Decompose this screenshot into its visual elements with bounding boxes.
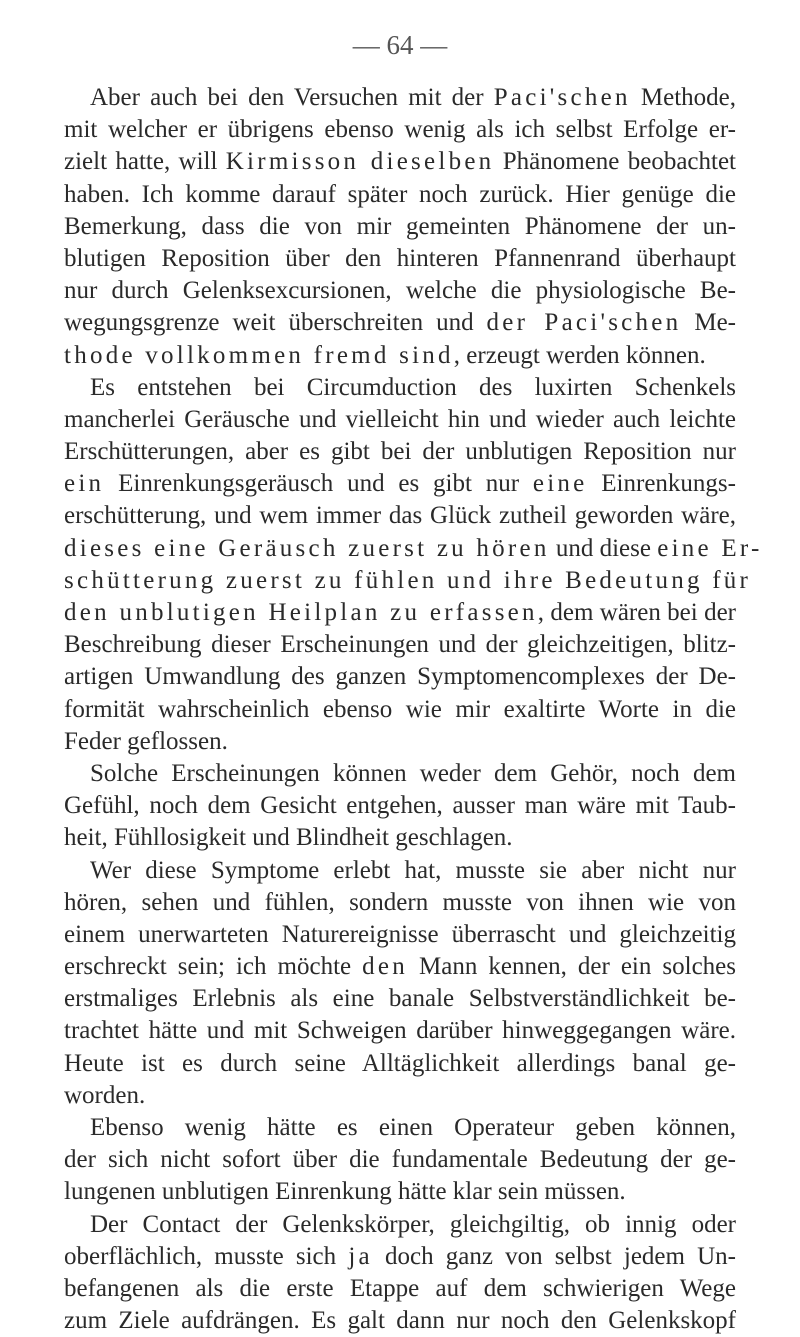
text-segment: mancherlei Geräusche und vielleicht hin und wieder auch leichte: [64, 405, 736, 433]
text-segment: trachtet hätte und mit Schweigen darüber hinweggegangen wäre.: [64, 1017, 736, 1045]
text-segment: zum Ziele aufdrängen. Es galt dann nur noch den Gelenkskopf: [64, 1307, 736, 1335]
paragraph: [64, 82, 736, 372]
text-segment: artigen Umwandlung des ganzen Symptomencomplexes der De-: [64, 663, 736, 691]
text-segment: lungenen unblutigen Einrenkung hätte klar sein müssen.: [64, 1178, 626, 1206]
emphasized-text: ein: [64, 470, 105, 498]
text-segment: oberflächlich, musste sich: [64, 1242, 349, 1270]
emphasized-text: schütterung zuerst zu fühlen und ihre Bedeutung für: [64, 566, 752, 594]
text-line: [64, 275, 736, 307]
text-line: [64, 983, 736, 1015]
text-segment: der sich nicht sofort über die fundamentale Bedeutung der ge-: [64, 1146, 736, 1174]
text-line: [64, 1080, 736, 1112]
emphasized-text: eine: [532, 470, 588, 498]
text-line: [64, 661, 736, 693]
text-line: [64, 597, 736, 629]
text-line: [64, 1048, 736, 1080]
text-line: [64, 1112, 736, 1144]
text-segment: Heute ist es durch seine Alltäglichkeit allerdings banal ge-: [64, 1049, 736, 1077]
text-line: [64, 951, 736, 983]
paragraph: [64, 855, 736, 1113]
text-segment: blutigen Reposition über den hinteren Pfannenrand überhaupt: [64, 244, 736, 272]
text-segment: heit, Fühllosigkeit und Blindheit geschlagen.: [64, 824, 513, 852]
text-line: [64, 404, 736, 436]
text-segment: Phänomene beobachtet: [494, 148, 736, 176]
emphasized-text: Kirmisson dieselben: [225, 148, 495, 176]
text-line: [64, 179, 736, 211]
text-line: [64, 114, 736, 146]
paragraph: [64, 1112, 736, 1209]
text-line: [64, 82, 736, 114]
text-segment: Erschütterungen, aber es gibt bei der unblutigen Reposition nur: [64, 438, 736, 466]
text-segment: doch ganz von selbst jedem Un-: [372, 1242, 736, 1270]
text-segment: Der Contact der Gelenkskörper, gleichgiltig, ob innig oder: [90, 1210, 736, 1238]
text-line: [64, 1241, 736, 1273]
text-line: [64, 436, 736, 468]
text-segment: , erzeugt werden können.: [453, 341, 706, 369]
text-line: [64, 211, 736, 243]
text-line: [64, 243, 736, 275]
text-line: [64, 146, 736, 178]
text-line: [64, 855, 736, 887]
text-segment: erschütterung, und wem immer das Glück zutheil geworden wäre,: [64, 502, 736, 530]
text-line: [64, 1144, 736, 1176]
text-segment: Ebenso wenig hätte es einen Operateur geben können,: [90, 1114, 736, 1141]
text-line: [64, 629, 736, 661]
emphasized-text: ja: [348, 1242, 373, 1270]
text-segment: haben. Ich komme darauf später noch zurück. Hier genüge die: [64, 180, 736, 208]
text-segment: Einrenkungsgeräusch und es gibt nur: [104, 470, 533, 498]
text-segment: wegungsgrenze weit überschreiten und: [64, 309, 487, 337]
text-segment: Einrenkungs-: [587, 470, 736, 498]
emphasized-text: den: [362, 953, 409, 981]
text-segment: zielt hatte, will: [64, 148, 226, 176]
text-segment: Es entstehen bei Circumduction des luxirten Schenkels: [90, 373, 736, 401]
text-segment: Beschreibung dieser Erscheinungen und der gleichzeitigen, blitz-: [64, 631, 736, 659]
text-segment: hören, sehen und fühlen, sondern musste von ihnen wie von: [64, 888, 736, 916]
emphasized-text: eine Er-: [657, 534, 763, 562]
text-segment: worden.: [64, 1081, 146, 1109]
text-segment: erstmaliges Erlebnis als eine banale Selbstverständlichkeit be-: [64, 985, 736, 1013]
text-line: [64, 1015, 736, 1047]
paragraph: [64, 372, 763, 758]
text-segment: Aber auch bei den Versuchen mit der: [90, 84, 494, 111]
text-line: [64, 1176, 736, 1208]
emphasized-text: der Paci'schen: [486, 309, 682, 337]
body-text: [64, 82, 763, 1337]
text-line: [64, 1209, 736, 1241]
paragraph: [64, 1209, 736, 1337]
text-segment: erschreckt sein; ich möchte: [64, 953, 363, 981]
emphasized-text: thode vollkommen fremd sind: [64, 341, 454, 369]
emphasized-text: dieses eine Geräusch zuerst zu hören: [64, 534, 550, 562]
text-line: [64, 919, 736, 951]
text-segment: befangenen als die erste Etappe auf dem schwierigen Wege: [64, 1274, 736, 1302]
text-line: [64, 822, 736, 854]
text-line: [64, 500, 736, 532]
text-line: [64, 1305, 736, 1337]
text-segment: Gefühl, noch dem Gesicht entgehen, ausser man wäre mit Taub-: [64, 792, 736, 820]
text-line: [64, 758, 736, 790]
page-number: — 64 —: [352, 30, 448, 60]
text-segment: Me-: [681, 309, 736, 337]
text-segment: formität wahrscheinlich ebenso wie mir exaltirte Worte in die: [64, 695, 736, 723]
emphasized-text: Paci'schen: [493, 84, 631, 111]
paragraph: [64, 758, 736, 855]
text-line: [64, 790, 736, 822]
text-line: [64, 307, 736, 339]
text-segment: Solche Erscheinungen können weder dem Gehör, noch dem: [90, 759, 736, 787]
text-segment: , dem wären bei der: [537, 599, 736, 626]
text-segment: Feder geflossen.: [64, 727, 228, 755]
text-segment: mit welcher er übrigens ebenso wenig als ich selbst Erfolge er-: [64, 116, 736, 144]
text-segment: nur durch Gelenksexcursionen, welche die physiologische Be-: [64, 277, 736, 305]
text-line: [64, 1273, 736, 1305]
text-line: [64, 565, 752, 597]
emphasized-text: den unblutigen Heilplan zu erfassen: [64, 599, 538, 626]
text-line: [64, 694, 736, 726]
text-line: [64, 533, 763, 565]
text-line: [64, 340, 736, 372]
text-line: [64, 468, 736, 500]
text-line: [64, 887, 736, 919]
text-line: [64, 726, 736, 758]
text-segment: einem unerwarteten Naturereignisse überrascht und gleichzeitig: [64, 920, 736, 948]
text-line: [64, 372, 736, 404]
text-segment: Methode,: [630, 84, 736, 111]
text-segment: Bemerkung, dass die von mir gemeinten Phänomene der un-: [64, 212, 736, 240]
text-segment: und diese: [549, 534, 658, 562]
text-segment: Mann kennen, der ein solches: [408, 953, 736, 981]
text-segment: Wer diese Symptome erlebt hat, musste sie aber nicht nur: [90, 856, 736, 884]
